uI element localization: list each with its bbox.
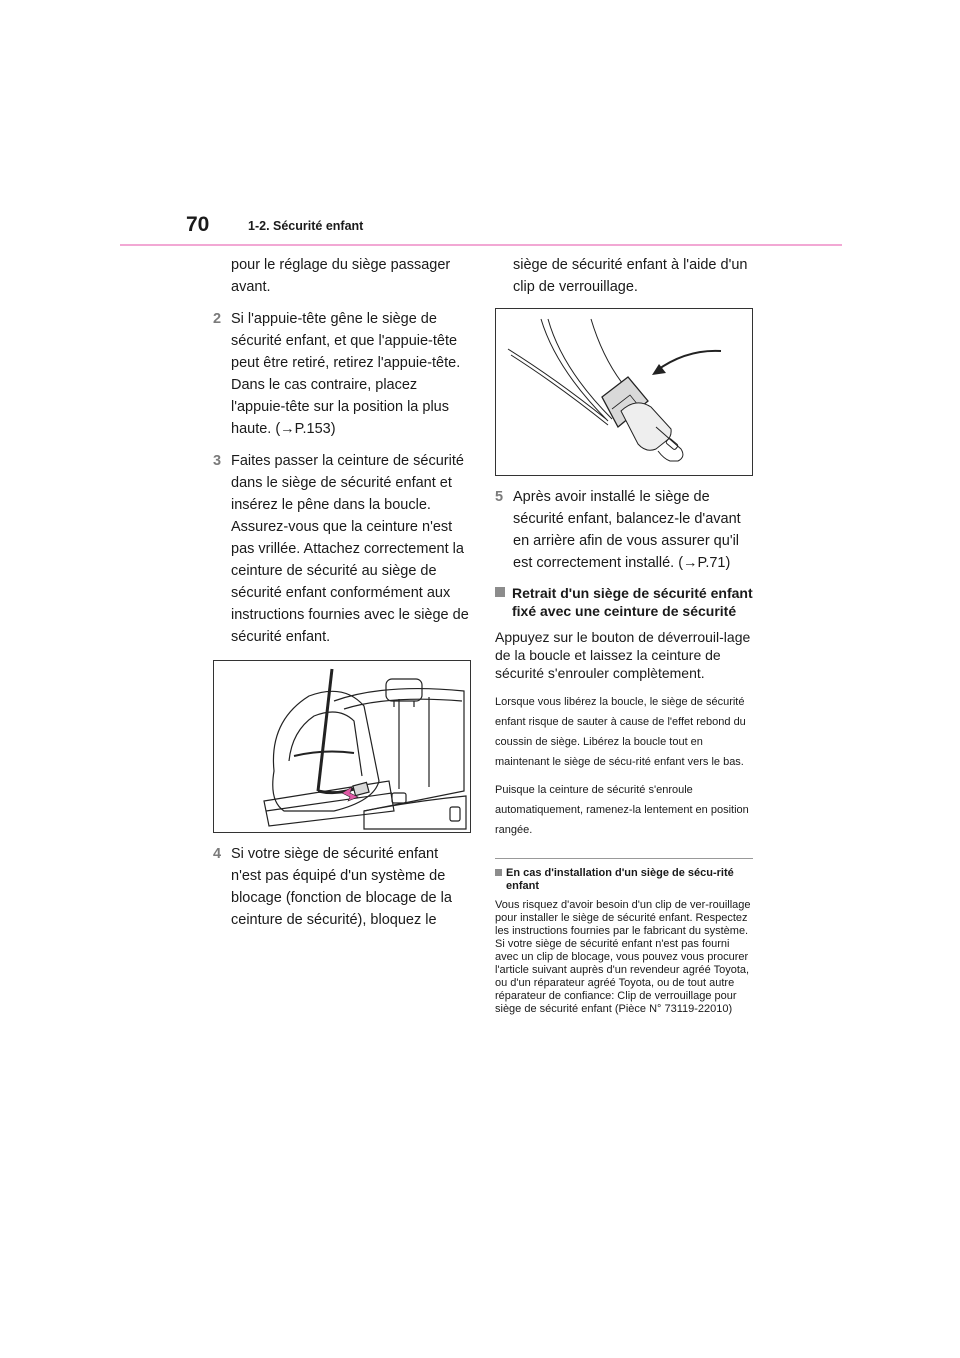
step-number: 2 (213, 311, 222, 327)
locking-clip-illustration (496, 309, 752, 475)
removal-text: Appuyez sur le bouton de déverrouil-lage de la boucle et laissez la ceinture de sécurité s'enrouler complètement. (495, 629, 751, 681)
bullet-square-icon (495, 869, 502, 876)
removal-heading-text: Retrait d'un siège de sécurité enfant fixé avec une ceinture de sécurité (512, 585, 753, 619)
removal-heading (495, 584, 753, 620)
right-column (495, 254, 753, 1016)
left-column (213, 254, 471, 941)
header-rule (120, 244, 842, 246)
step-text: Après avoir installé le siège de sécurité enfant, balancez-le d'avant en arrière afin de vous assurer qu'il est correctement installé. (→P.71) (513, 489, 741, 571)
child-seat-belt-illustration (214, 661, 470, 832)
note-retract: Puisque la ceinture de sécurité s'enroule automatiquement, ramenez-la lentement en position rangée. (495, 784, 749, 836)
step-number: 4 (213, 846, 222, 862)
page-number: 70 (186, 213, 210, 236)
section-title: 1-2. Sécurité enfant (248, 219, 364, 233)
step-text: Faites passer la ceinture de sécurité dans le siège de sécurité enfant et insérez le pêne dans la boucle. Assurez-vous que la ceinture n'est pas vrillée. Attachez correctement la ceinture de sécurité au siège de sécurité enfant conformément aux instructions fournies avec le siège de sécurité enfant. (231, 453, 469, 645)
step-5 (495, 486, 753, 574)
install-text: Vous risquez d'avoir besoin d'un clip de ver-rouillage pour installer le siège de sécurité enfant. Respectez les instructions fournies par le fabricant du système. Si votre siège de sécurité enfant n'est pas fourni avec un clip de blocage, vous pouvez vous procurer l'article suivant auprès d'un revendeur agréé Toyota, ou d'un réparateur agréé Toyota, ou de tout autre réparateur de confiance: Clip de verrouillage pour siège de sécurité enfant (Pièce N° 73119-22010) (495, 899, 751, 1015)
child-seat-figure (213, 660, 471, 833)
locking-clip-figure (495, 308, 753, 476)
step-2 (213, 308, 471, 440)
step-text: Si l'appuie-tête gêne le siège de sécurité enfant, et que l'appuie-tête peut être retiré, retirez l'appuie-tête. Dans le cas contraire, placez l'appuie-tête sur la position la plus haute. (→P.153) (231, 311, 461, 437)
arrow-icon (656, 351, 721, 371)
step-text: Si votre siège de sécurité enfant n'est pas équipé d'un système de blocage (fonction de blocage de la ceinture de sécurité), bloquez le (231, 846, 452, 928)
bullet-square-icon (495, 587, 505, 597)
install-heading-text: En cas d'installation d'un siège de sécu-rité enfant (506, 867, 734, 892)
step-number: 5 (495, 489, 504, 505)
install-heading (495, 867, 753, 893)
note-rebound: Lorsque vous libérez la boucle, le siège de sécurité enfant risque de sauter à cause de l'effet rebond du coussin de siège. Libérez la boucle tout en maintenant le siège de sécu-rité enfant vers le bas. (495, 696, 746, 768)
intro-continuation: pour le réglage du siège passager avant. (231, 257, 451, 295)
step-4 (213, 843, 471, 931)
step-3 (213, 450, 471, 648)
step-number: 3 (213, 453, 222, 469)
step-4-continuation: siège de sécurité enfant à l'aide d'un clip de verrouillage. (513, 257, 748, 295)
divider (495, 858, 753, 859)
